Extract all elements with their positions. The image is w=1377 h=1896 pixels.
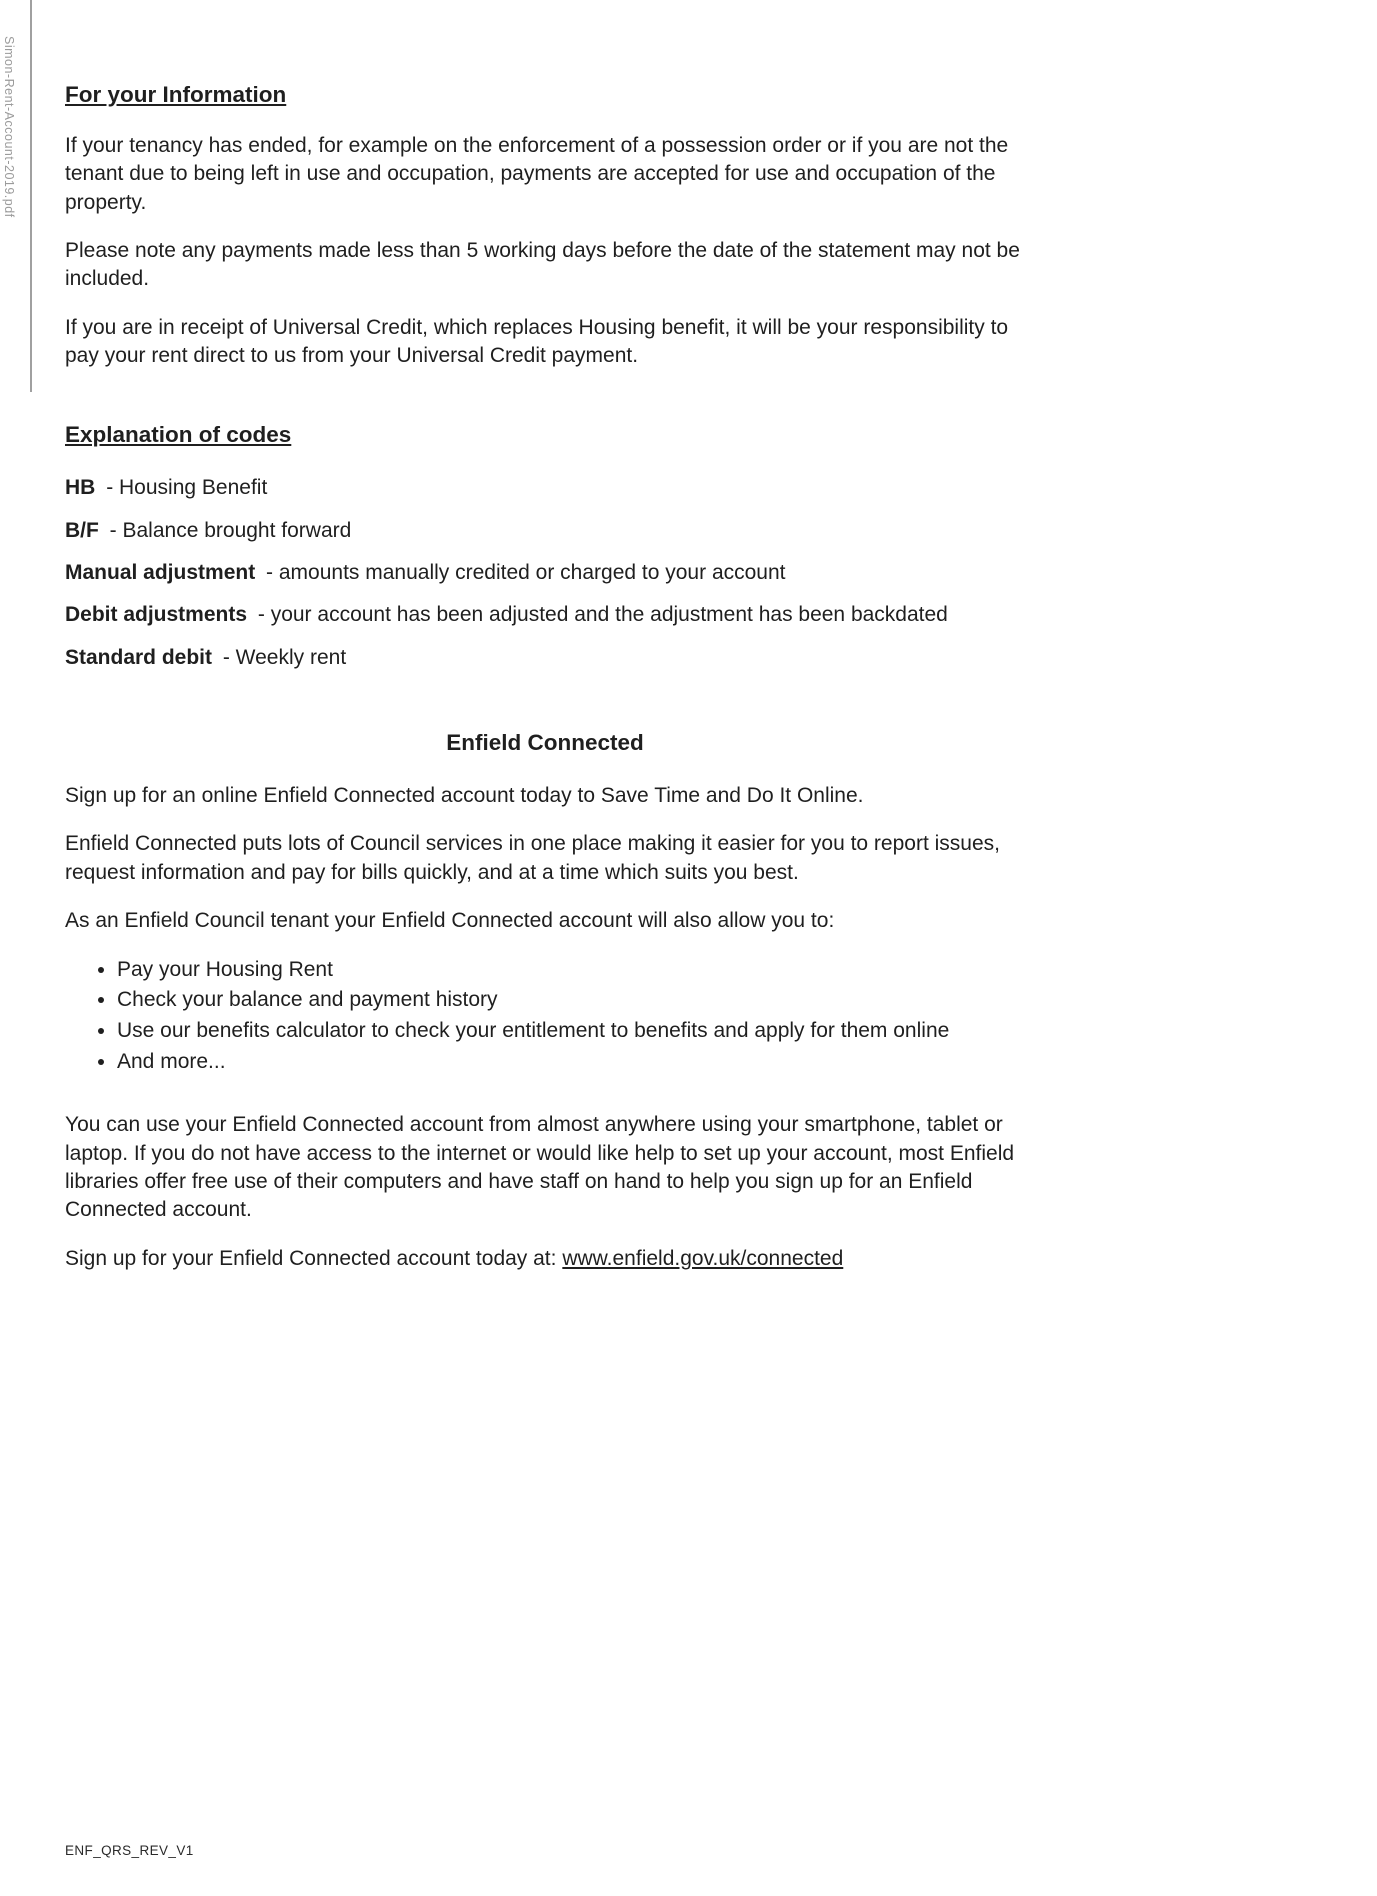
code-term: Debit adjustments: [65, 603, 248, 627]
document-content: [65, 82, 1025, 1273]
list-item: • And more...: [117, 1048, 1025, 1077]
scan-edge-line: [30, 0, 32, 392]
signup-url-link[interactable]: www.enfield.gov.uk/connected: [562, 1246, 844, 1270]
info-paragraph: If you are in receipt of Universal Credit, which replaces Housing benefit, it will be your responsibility to pay your rent direct to us from your Universal Credit payment.: [65, 315, 1009, 368]
list-item: • Check your balance and payment history: [117, 986, 1025, 1015]
code-line-manual-adjustment: [65, 559, 1025, 587]
code-definition: - amounts manually credited or charged to your account: [266, 561, 786, 585]
connected-benefits-list: [65, 956, 1025, 1078]
code-term: Manual adjustment: [65, 561, 256, 585]
document-reference-code: ENF_QRS_REV_V1: [65, 1843, 194, 1858]
connected-paragraph: Enfield Connected puts lots of Council services in one place making it easier for you to report issues, request information and pay for bills quickly, and at a time which suits you best.: [65, 832, 1000, 884]
connected-paragraph: Sign up for an online Enfield Connected account today to Save Time and Do It Online.: [65, 784, 864, 808]
connected-paragraph: As an Enfield Council tenant your Enfield Connected account will also allow you to:: [65, 909, 835, 933]
codes-section-heading: Explanation of codes: [65, 422, 292, 448]
info-paragraph: If your tenancy has ended, for example on the enforcement of a possession order or if you are not the tenant due to being left in use and occupation, payments are accepted for use and occupation of the property.: [65, 134, 1009, 214]
code-definition: - Weekly rent: [222, 645, 347, 669]
code-line-standard-debit: [65, 644, 1025, 672]
code-definition: - your account has been adjusted and the adjustment has been backdated: [257, 603, 948, 627]
pdf-filename-sidebar: Simon-Rent-Account-2019.pdf: [2, 36, 16, 218]
code-term: B/F: [65, 518, 99, 542]
code-line-hb: [65, 474, 1025, 502]
signup-line: [65, 1245, 1025, 1273]
connected-section-heading: Enfield Connected: [446, 730, 644, 756]
code-line-bf: [65, 517, 1025, 545]
list-item: • Use our benefits calculator to check your entitlement to benefits and apply for them online: [117, 1017, 1025, 1046]
info-section-heading: For your Information: [65, 82, 287, 107]
list-item: • Pay your Housing Rent: [117, 956, 1025, 985]
code-definition: - Balance brought forward: [109, 518, 352, 542]
code-definition: - Housing Benefit: [106, 476, 268, 500]
code-term: HB: [65, 476, 96, 500]
code-line-debit-adjustments: [65, 601, 1025, 629]
info-paragraph: Please note any payments made less than 5 working days before the date of the statement may not be included.: [65, 239, 1020, 291]
code-term: Standard debit: [65, 645, 213, 669]
connected-closing-paragraph: You can use your Enfield Connected account from almost anywhere using your smartphone, tablet or laptop. If you do not have access to the internet or would like help to set up your account, most Enfield libraries offer free use of their computers and have staff on hand to help you sign up for an Enfield Connected account.: [65, 1113, 1015, 1222]
signup-line-text: Sign up for your Enfield Connected account today at:: [65, 1246, 563, 1270]
